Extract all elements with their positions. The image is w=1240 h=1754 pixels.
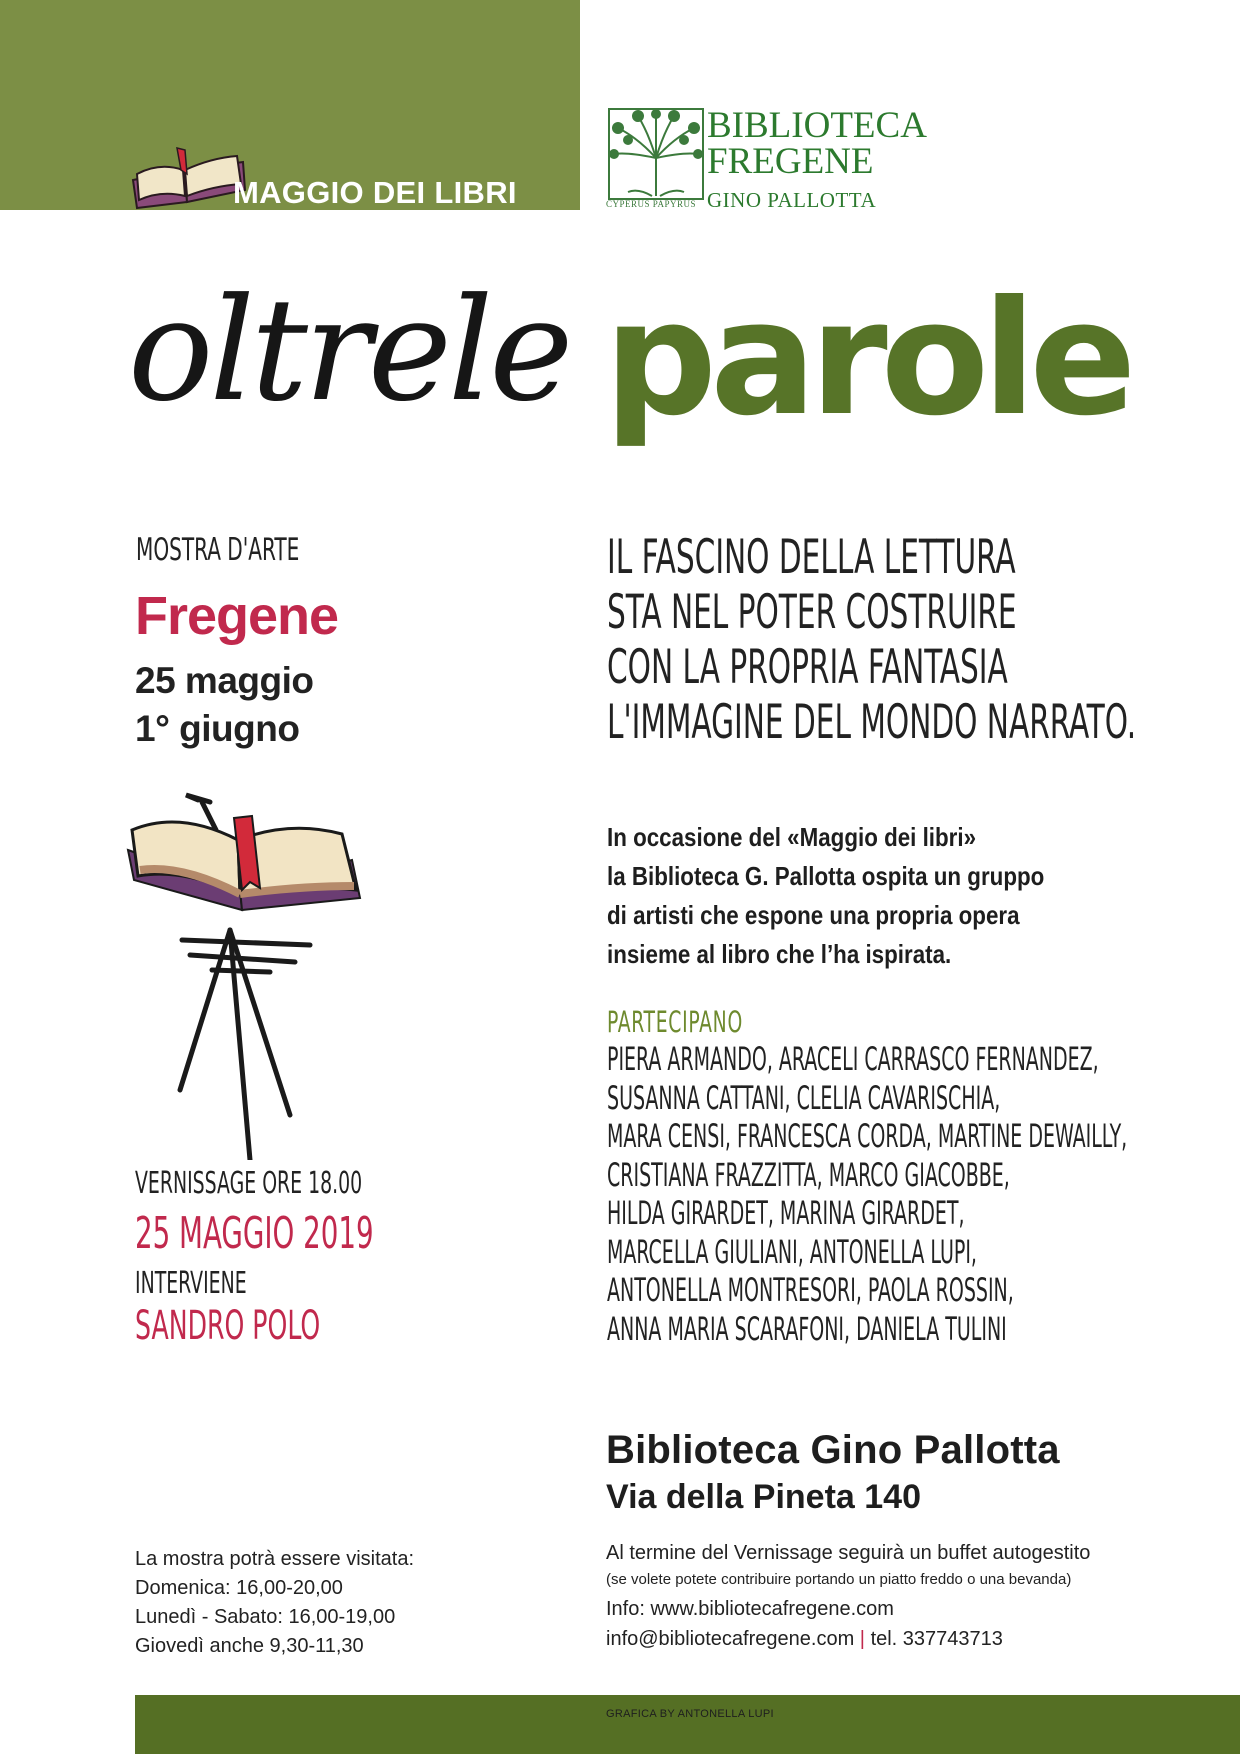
event-type: MOSTRA D'ARTE	[136, 532, 300, 568]
info-email[interactable]: info@bibliotecafregene.com	[606, 1628, 855, 1650]
venue-name: Biblioteca Gino Pallotta	[606, 1428, 1060, 1472]
intro-line: insieme al libro che l’ha ispirata.	[607, 939, 952, 969]
participants-line: CRISTIANA FRAZZITTA, MARCO GIACOBBE,	[607, 1155, 1010, 1194]
intro-line: In occasione del «Maggio dei libri»	[607, 822, 977, 852]
participants-list	[607, 1040, 1240, 1348]
quote-line: L'IMMAGINE DEL MONDO NARRATO.	[607, 695, 1137, 750]
quote-line: IL FASCINO DELLA LETTURA	[607, 530, 1016, 585]
open-book-icon	[125, 140, 250, 220]
graphic-credit: GRAFICA BY ANTONELLA LUPI	[606, 1708, 774, 1720]
reading-quote	[607, 530, 1240, 750]
book-on-easel-illustration	[120, 790, 390, 1160]
info-contacts	[606, 1628, 1003, 1651]
event-date-start: 25 maggio	[135, 660, 314, 701]
info-website[interactable]: Info: www.bibliotecafregene.com	[606, 1598, 894, 1620]
info-separator: |	[859, 1628, 865, 1650]
opening-hours	[135, 1545, 414, 1661]
speaker-label: INTERVIENE	[135, 1266, 247, 1301]
papyrus-tree-logo-icon	[608, 108, 704, 206]
participants-line: MARCELLA GIULIANI, ANTONELLA LUPI,	[607, 1232, 977, 1271]
participants-line: MARA CENSI, FRANCESCA CORDA, MARTINE DEWAILLY,	[607, 1117, 1128, 1155]
participants-line: HILDA GIRARDET, MARINA GIRARDET,	[607, 1194, 965, 1232]
intro-line: di artisti che espone una propria opera	[607, 900, 1020, 930]
participants-line: SUSANNA CATTANI, CLELIA CAVARISCHIA,	[607, 1078, 1001, 1117]
event-date-end: 1° giugno	[135, 708, 300, 749]
participants-line: PIERA ARMANDO, ARACELI CARRASCO FERNANDEZ,	[607, 1040, 1099, 1078]
quote-line: CON LA PROPRIA FANTASIA	[607, 640, 1008, 695]
logo-name-line2: FREGENE	[707, 141, 874, 182]
intro-line: la Biblioteca G. Pallotta ospita un gruppo	[607, 861, 1045, 891]
logo-name-line1: BIBLIOTECA	[707, 105, 927, 146]
participants-line: ANTONELLA MONTRESORI, PAOLA ROSSIN,	[607, 1271, 1014, 1309]
hours-line: Lunedì - Sabato: 16,00-19,00	[135, 1606, 396, 1628]
logo-name-line3: GINO PALLOTTA	[707, 188, 877, 212]
footer-band	[135, 1695, 1240, 1754]
info-phone[interactable]: tel. 337743713	[870, 1628, 1003, 1650]
intro-paragraph	[607, 818, 1116, 974]
buffet-note: (se volete potete contribuire portando un piatto freddo o una bevanda)	[606, 1571, 1072, 1588]
event-place: Fregene	[135, 586, 339, 646]
venue-address: Via della Pineta 140	[606, 1478, 921, 1516]
participants-label: PARTECIPANO	[607, 1005, 743, 1039]
hours-line: Giovedì anche 9,30-11,30	[135, 1635, 364, 1657]
participants-line: ANNA MARIA SCARAFONI, DANIELA TULINI	[607, 1309, 1007, 1348]
quote-line: STA NEL POTER COSTRUIRE	[607, 585, 1017, 640]
buffet-text: Al termine del Vernissage seguirà un buffet autogestito	[606, 1542, 1091, 1564]
title-bold-part: parole	[604, 267, 1130, 451]
speaker-name: SANDRO POLO	[135, 1303, 321, 1349]
hours-line: Domenica: 16,00-20,00	[135, 1577, 343, 1599]
logo-motto: CYPERUS PAPYRUS	[606, 199, 696, 209]
hours-line: La mostra potrà essere visitata:	[135, 1548, 415, 1570]
band-title: MAGGIO DEI LIBRI	[233, 175, 517, 210]
title-script-part: oltrele	[128, 268, 570, 433]
vernissage-label: VERNISSAGE ORE 18.00	[135, 1166, 363, 1201]
vernissage-date: 25 MAGGIO 2019	[135, 1208, 374, 1259]
